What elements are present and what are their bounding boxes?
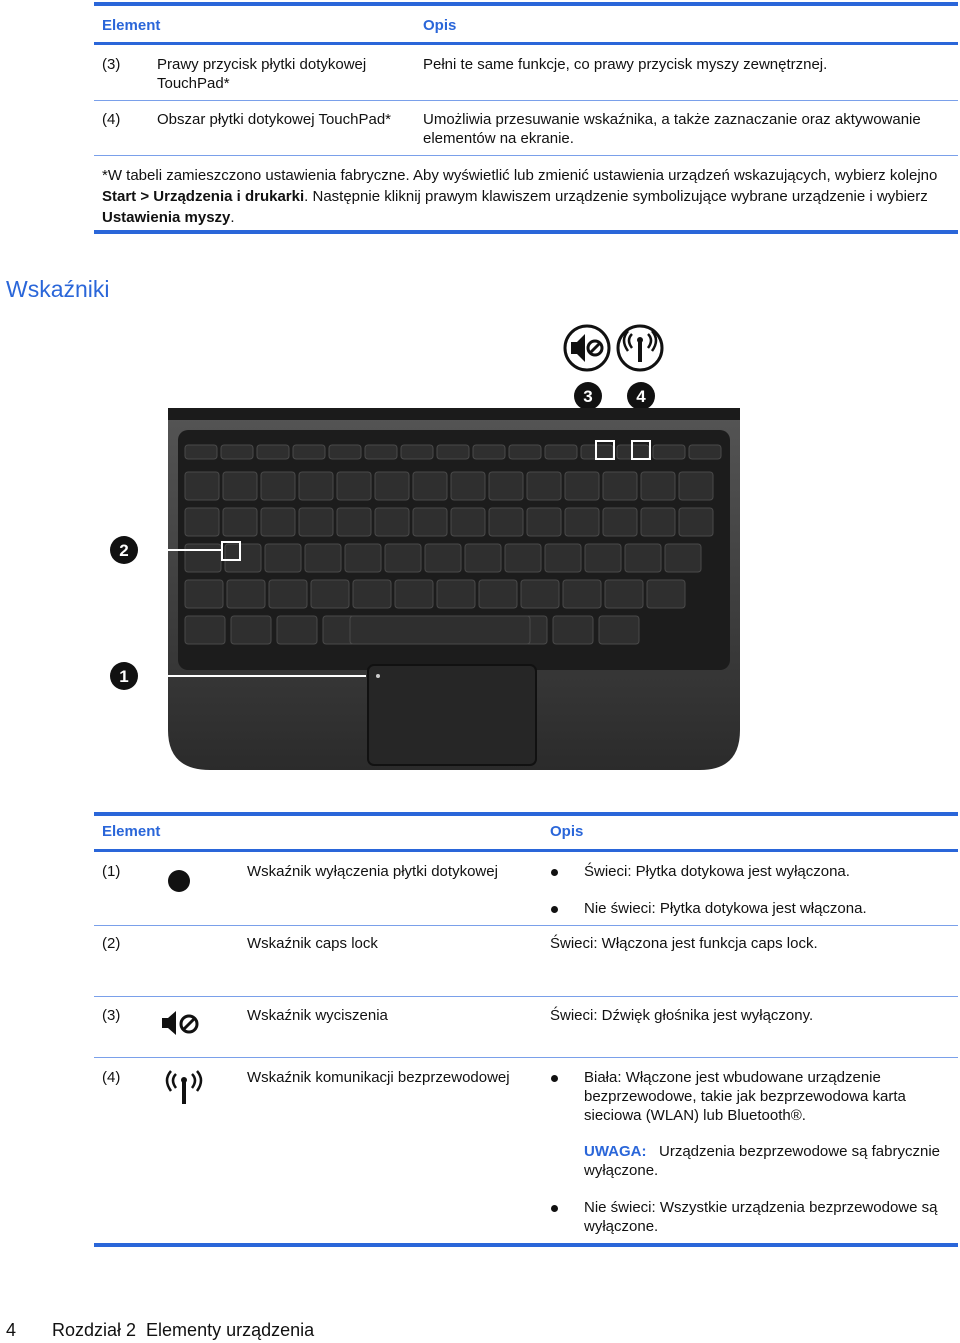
table2-row2-num: (2) [102,935,121,952]
keyboard-key [225,544,261,572]
keyboard-key [565,508,599,536]
svg-text:1: 1 [119,667,129,686]
table1-row4-num: (4) [102,111,121,128]
bullet [551,1075,558,1082]
keyboard-key [413,472,447,500]
table2-row2-name: Wskaźnik caps lock [247,935,378,952]
table2-row2-desc: Świeci: Włączona jest funkcja caps lock. [550,935,818,952]
footnote-bold-path: Start > Urządzenia i drukarki [102,188,305,205]
keyboard-key [261,508,295,536]
bullet [551,906,558,913]
keyboard-key [437,580,475,608]
svg-text:4: 4 [636,387,646,406]
table2-row1-num: (1) [102,863,121,880]
keyboard-key [545,445,577,459]
keyboard-key [553,616,593,644]
keyboard-key [585,544,621,572]
table1-row3-desc: Pełni te same funkcje, co prawy przycisk myszy zewnętrznej. [423,56,828,73]
bullet [551,1205,558,1212]
keyboard-key [231,616,271,644]
keyboard-key [527,472,561,500]
table2-top-rule [94,812,958,816]
keyboard-key [603,472,637,500]
table2-row4-name: Wskaźnik komunikacji bezprzewodowej [247,1069,510,1086]
keyboard-figure [100,320,750,780]
table2-header-element: Element [102,823,161,840]
keyboard-key [641,508,675,536]
keyboard-key [375,508,409,536]
keyboard-key [599,616,639,644]
keyboard-key [521,580,559,608]
table-top-rule [94,2,958,6]
keyboard-key [565,472,599,500]
keyboard-key [185,544,221,572]
keyboard-key [473,445,505,459]
keyboard-key [223,508,257,536]
dot-icon [168,870,190,892]
keyboard-key [679,508,713,536]
keyboard-key [451,508,485,536]
row-divider [94,925,958,926]
table1-footnote [102,165,952,228]
keyboard-key [603,508,637,536]
keyboard-key [653,445,685,459]
keyboard-key [365,445,397,459]
keyboard-key [257,445,289,459]
keyboard-key [227,580,265,608]
keyboard-key [345,544,381,572]
table-header-rule [94,42,958,45]
keyboard-key [509,445,541,459]
table1-row3-element: Prawy przycisk płytki dotykowej TouchPad* [157,56,367,92]
keyboard-key [185,508,219,536]
keyboard-key [465,544,501,572]
table2-row1-name: Wskaźnik wyłączenia płytki dotykowej [247,863,498,880]
table1-row3-num: (3) [102,56,121,73]
keyboard-key [505,544,541,572]
keyboard-key [261,472,295,500]
keyboard-key [329,445,361,459]
table2-row4-bullet2: Nie świeci: Wszystkie urządzenia bezprzewodowe są wyłączone. [584,1199,938,1235]
wireless-icon [618,326,662,370]
keyboard-key [277,616,317,644]
table2-row3-num: (3) [102,1007,121,1024]
keyboard-key [299,508,333,536]
keyboard-key [641,472,675,500]
keyboard-key [479,580,517,608]
keyboard-key [185,445,217,459]
keyboard-key [311,580,349,608]
keyboard-key [489,508,523,536]
wireless-icon [162,1070,206,1104]
svg-text:3: 3 [583,387,593,406]
keyboard-key [625,544,661,572]
table2-row1-bullet1: Świeci: Płytka dotykowa jest wyłączona. [584,863,850,880]
keyboard-key [665,544,701,572]
table2-header-desc: Opis [550,823,584,840]
keyboard-key [293,445,325,459]
keyboard-key [185,580,223,608]
table2-row3-name: Wskaźnik wyciszenia [247,1007,388,1024]
keyboard-key [305,544,341,572]
touchpad-indicator-dot [376,674,380,678]
section-title: Wskaźniki [6,276,110,302]
keyboard-key [299,472,333,500]
keyboard-key [689,445,721,459]
footnote-bold-mouse: Ustawienia myszy [102,209,231,226]
table1-row4-element: Obszar płytki dotykowej TouchPad* [157,111,392,128]
keyboard-key [185,616,225,644]
table2-header-rule [94,849,958,852]
row-divider [94,155,958,156]
table2-row4-bullet1: Biała: Włączone jest wbudowane urządzenie bezprzewodowe, takie jak bezprzewodowa karta sieciowa (WLAN) lub Bluetooth®. [584,1069,906,1124]
keyboard-key [489,472,523,500]
table2-row4-note [584,1142,954,1180]
keyboard-key [337,508,371,536]
keyboard-key [605,580,643,608]
table1-row4-desc: Umożliwia przesuwanie wskaźnika, a także zaznaczanie oraz aktywowanie elementów na ekranie. [423,111,921,147]
note-label: UWAGA: [584,1143,647,1160]
row-divider [94,1057,958,1058]
row-divider [94,996,958,997]
table2-bottom-rule [94,1243,958,1247]
keyboard-key [221,445,253,459]
keyboard-key [269,580,307,608]
keyboard-key [401,445,433,459]
keyboard-key [337,472,371,500]
keyboard-key [375,472,409,500]
keyboard-key [223,472,257,500]
keyboard-key [353,580,391,608]
keyboard-key [527,508,561,536]
table2-row1-bullet2: Nie świeci: Płytka dotykowa jest włączona. [584,900,867,917]
page-number: 4 [6,1320,17,1340]
note-text: Urządzenia bezprzewodowe są fabrycznie wyłączone. [584,1143,940,1179]
keyboard-key [451,472,485,500]
keyboard-key [563,580,601,608]
table1-header-desc: Opis [423,17,457,34]
keyboard-key [395,580,433,608]
mute-icon [160,1008,200,1038]
keyboard-key [679,472,713,500]
bullet [551,869,558,876]
mute-icon [565,326,609,370]
keyboard-key [437,445,469,459]
svg-text:2: 2 [119,541,129,560]
table2-row4-num: (4) [102,1069,121,1086]
table-bottom-rule [94,230,958,234]
keyboard-key [185,472,219,500]
table2-row3-desc: Świeci: Dźwięk głośnika jest wyłączony. [550,1007,814,1024]
keyboard-key [425,544,461,572]
spacebar-key [350,616,530,644]
hinge [168,408,740,420]
keyboard-key [647,580,685,608]
keyboard-key [385,544,421,572]
chapter-title: Rozdział 2 Elementy urządzenia [52,1320,315,1340]
footnote-text: . Następnie kliknij prawym klawiszem urządzenie symbolizujące wybrane urządzenie i wybierz [304,188,928,205]
footnote-text: . [230,209,235,226]
row-divider [94,100,958,101]
touchpad [368,665,536,765]
keyboard-key [545,544,581,572]
table1-header-element: Element [102,17,161,34]
keyboard-key [413,508,447,536]
keyboard-key [265,544,301,572]
footnote-text: *W tabeli zamieszczono ustawienia fabryczne. Aby wyświetlić lub zmienić ustawienia urządzeń wskazujących, wybierz kolejno [102,167,938,184]
